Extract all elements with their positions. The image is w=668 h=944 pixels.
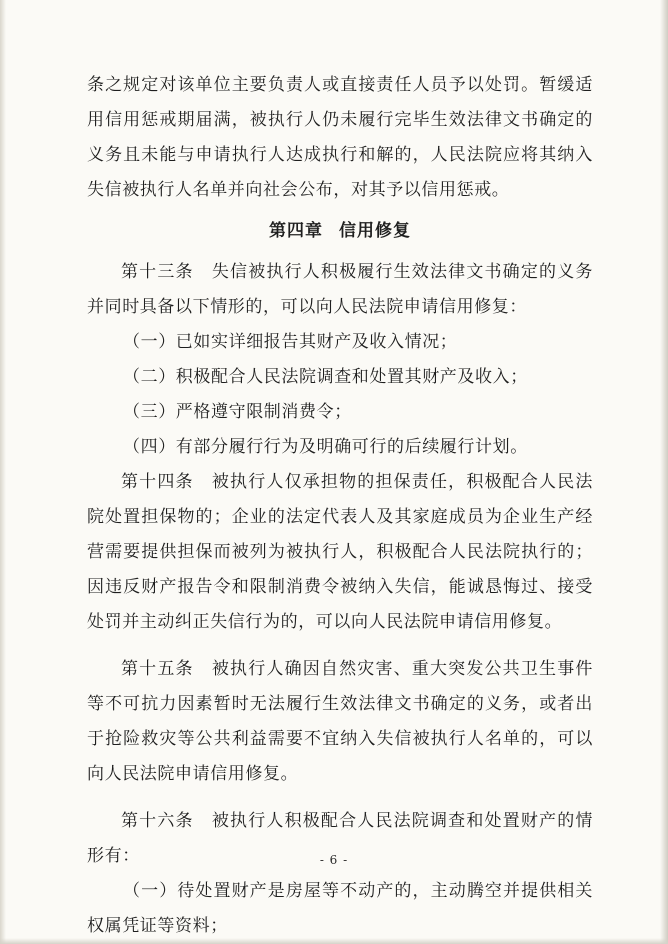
article-13-item-4: （四）有部分履行行为及明确可行的后续履行计划。	[123, 437, 528, 457]
spacer	[87, 792, 593, 804]
article-13-item-3: （三）严格遵守限制消费令；	[123, 402, 352, 422]
article-14: 第十四条 被执行人仅承担物的担保责任，积极配合人民法院处置担保物的；企业的法定代表人及其家庭成员为企业生产经营需要提供担保而被列为被执行人，积极配合人民法院执行的；因违反财产报告令和限制消费令被纳入失信，能诚恳悔过、接受处罚并主动纠正失信行为的，可以向人民法院申请信用修复。	[87, 472, 593, 632]
article-13: 第十三条 失信被执行人积极履行生效法律文书确定的义务并同时具备以下情形的，可以向人民法院申请信用修复：	[87, 262, 593, 317]
document-body	[87, 68, 593, 944]
article-16-item-1: （一）待处置财产是房屋等不动产的，主动腾空并提供相关权属凭证等资料；	[87, 881, 593, 936]
article-16: 第十六条 被执行人积极配合人民法院调查和处置财产的情形有：	[87, 811, 593, 866]
scan-edge-right	[660, 0, 668, 944]
page-number: - 6 -	[319, 853, 349, 867]
chapter-title: 信用修复	[339, 221, 411, 241]
paragraph-continuation: 条之规定对该单位主要负责人或直接责任人员予以处罚。暂缓适用信用惩戒期届满，被执行人仍未履行完毕生效法律文书确定的义务且未能与申请执行人达成执行和解的，人民法院应将其纳入失信被执行人名单并向社会公布，对其予以信用惩戒。	[87, 75, 593, 200]
chapter-heading	[87, 214, 593, 249]
scan-edge-left	[0, 0, 6, 944]
chapter-number: 第四章	[269, 221, 323, 241]
article-13-item-1: （一）已如实详细报告其财产及收入情况；	[123, 332, 458, 352]
article-15: 第十五条 被执行人确因自然灾害、重大突发公共卫生事件等不可抗力因素暂时无法履行生效法律文书确定的义务，或者出于抢险救灾等公共利益需要不宜纳入失信被执行人名单的，可以向人民法院申请信用修复。	[87, 659, 593, 784]
article-13-item-2: （二）积极配合人民法院调查和处置其财产及收入；	[123, 367, 528, 387]
spacer	[87, 640, 593, 652]
